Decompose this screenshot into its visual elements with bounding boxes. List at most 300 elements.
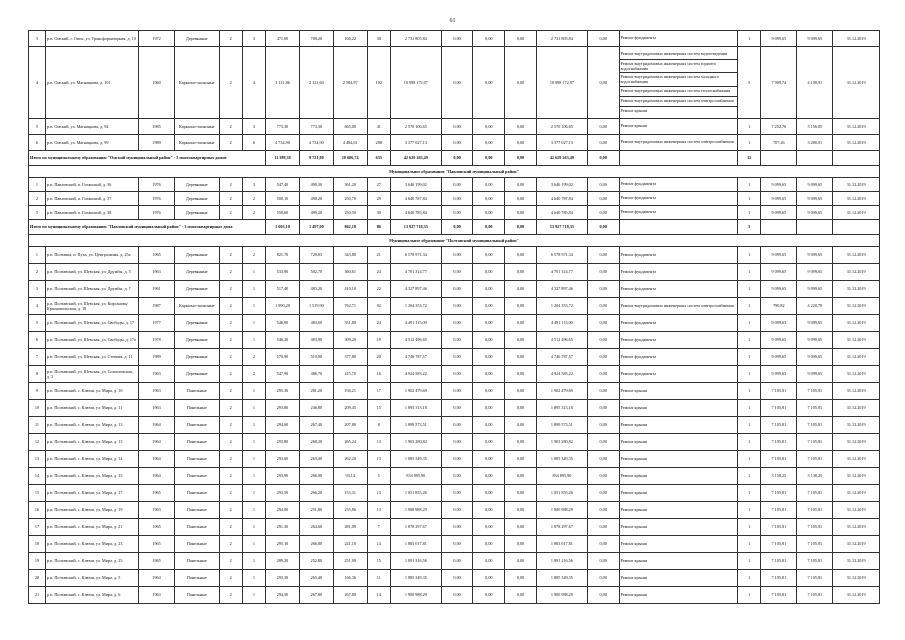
units-cell: 1 (738, 519, 761, 536)
owned-area-cell: 265,24 (333, 434, 367, 451)
year-cell: 1964 (139, 451, 175, 468)
row-number: 21 (29, 587, 46, 604)
work-types-cell (619, 349, 738, 366)
owners-funds-cell: 4 640 787,84 (536, 192, 587, 206)
residential-area-cell: 499,20 (299, 206, 333, 220)
address-cell: р.п. Полтавский, с. Ключи, ул. Мира, д. 10 (45, 383, 138, 400)
other-funds-cell: 0,00 (587, 383, 619, 400)
deadline-cell: 31.12.2019 (833, 247, 880, 264)
table-row (29, 502, 880, 519)
owned-area-cell: 343,80 (333, 247, 367, 264)
table-row (29, 332, 880, 349)
residents-cell: 15 (367, 553, 390, 570)
total-empty-cell (797, 151, 833, 166)
work-types-cell (619, 417, 738, 434)
wall-material-cell: Панельные (175, 553, 219, 570)
row-number: 19 (29, 553, 46, 570)
year-cell: 1964 (139, 417, 175, 434)
deadline-cell: 31.12.2019 (833, 31, 880, 47)
unit-cost-cell: 9 099,65 (761, 247, 797, 264)
residents-cell: 16 (367, 366, 390, 383)
owners-funds-cell: 1 885 349,35 (536, 570, 587, 587)
local-budget-cell: 0,00 (505, 468, 537, 485)
residents-cell: 22 (367, 281, 390, 298)
floors-cell: 2 (219, 264, 242, 281)
residential-area-cell: 490,30 (299, 178, 333, 192)
unit-cost-cell: 9 099,65 (761, 349, 797, 366)
local-budget-cell: 0,00 (505, 315, 537, 332)
table-row (29, 536, 880, 553)
local-budget-cell: 0,00 (505, 553, 537, 570)
deadline-cell: 31.12.2019 (833, 587, 880, 604)
units-cell: 1 (738, 119, 761, 135)
fund-cell: 0,00 (441, 519, 473, 536)
deadline-cell: 31.12.2019 (833, 332, 880, 349)
deadline-cell: 31.12.2019 (833, 315, 880, 332)
residents-cell: 27 (367, 178, 390, 192)
work-type-item: Ремонт фундамента (620, 285, 656, 291)
units-cell: 1 (738, 192, 761, 206)
total-cost-cell: 1 895 313,18 (390, 400, 441, 417)
table-row (29, 47, 880, 119)
residents-cell: 30 (367, 31, 390, 47)
unit-cost-cell: 3 138,25 (761, 468, 797, 485)
owned-area-cell: 262,20 (333, 451, 367, 468)
entrances-cell: 1 (242, 485, 265, 502)
max-cost-cell: 4 220,79 (797, 298, 833, 315)
units-cell: 1 (738, 366, 761, 383)
max-cost-cell: 7 105,81 (797, 553, 833, 570)
year-cell: 1965 (139, 553, 175, 570)
local-budget-cell: 0,00 (505, 178, 537, 192)
total-units-cell: 3 (738, 220, 761, 235)
work-type-item: Ремонт крыши (620, 387, 647, 393)
owners-funds-cell: 6 578 971,34 (536, 247, 587, 264)
deadline-cell: 31.12.2019 (833, 400, 880, 417)
total-empty-cell (797, 220, 833, 235)
total-a3-cell: 862,18 (333, 220, 367, 235)
owners-funds-cell: 1 885 349,35 (536, 451, 587, 468)
address-cell: р.п. Полтавский, с. Ключи, ул. Мира, д. 19 (45, 502, 138, 519)
local-budget-cell: 0,00 (505, 332, 537, 349)
row-number: 1 (29, 247, 46, 264)
entrances-cell: 1 (242, 434, 265, 451)
table-row (29, 417, 880, 434)
address-cell: р.п. Полтавский, ул. Шевская, ул. Свободы, д. 17а (45, 332, 138, 349)
regional-budget-cell: 0,00 (473, 383, 505, 400)
other-funds-cell: 0,00 (587, 519, 619, 536)
work-type-item: Ремонт крыши (620, 421, 647, 427)
owned-area-cell: 93,14 (333, 468, 367, 485)
total-area-cell: 294,00 (266, 502, 300, 519)
local-budget-cell: 0,00 (505, 536, 537, 553)
unit-cost-cell: 9 099,65 (761, 192, 797, 206)
table-row (29, 298, 880, 315)
entrances-cell: 1 (242, 519, 265, 536)
regional-budget-cell: 0,00 (473, 502, 505, 519)
residents-cell: 14 (367, 536, 390, 553)
entrances-cell: 2 (242, 192, 265, 206)
residential-area-cell: 700,20 (299, 31, 333, 47)
total-cost-cell: 1 885 349,35 (390, 451, 441, 468)
total-area-cell: 1 990,20 (266, 298, 300, 315)
table-row (29, 206, 880, 220)
fund-cell: 0,00 (441, 587, 473, 604)
wall-material-cell: Деревянные (175, 178, 219, 192)
total-area-cell: 546,90 (266, 315, 300, 332)
units-cell: 1 (738, 468, 761, 485)
fund-cell: 0,00 (441, 536, 473, 553)
total-cost-cell: 6 578 971,34 (390, 247, 441, 264)
fund-cell: 0,00 (441, 570, 473, 587)
owners-funds-cell: 1 903 280,82 (536, 434, 587, 451)
floors-cell: 2 (219, 47, 242, 119)
table-row (29, 135, 880, 151)
owners-funds-cell: 4 491 115,00 (536, 315, 587, 332)
other-funds-cell: 0,00 (587, 247, 619, 264)
entrances-cell: 1 (242, 281, 265, 298)
work-types-cell (619, 178, 738, 192)
entrances-cell: 1 (242, 383, 265, 400)
deadline-cell: 31.12.2019 (833, 366, 880, 383)
total-label: Итого по муниципальному образованию "Омский муниципальный район" - 5 многоквартирных домов (29, 151, 266, 166)
wall-material-cell: Каркасно-засыпные (175, 135, 219, 151)
fund-cell: 0,00 (441, 192, 473, 206)
unit-cost-cell: 9 099,65 (761, 206, 797, 220)
total-area-cell: 295,30 (266, 383, 300, 400)
address-cell: р.п. Павловский, п. Гиганский, д. 37 (45, 192, 138, 206)
year-cell: 1987 (139, 298, 175, 315)
floors-cell: 2 (219, 434, 242, 451)
local-budget-cell: 0,00 (505, 519, 537, 536)
year-cell: 1972 (139, 31, 175, 47)
address-cell: р.п. Полтавский, с. Ключи, ул. Мира, д. 23 (45, 536, 138, 553)
address-cell: р.п. Полтавский, с. Ключи, ул. Мира, д. 5 (45, 570, 138, 587)
work-type-item: Ремонт внутридомовых инженерных систем горячего водоснабжения (620, 60, 738, 74)
residential-area-cell: 266,80 (299, 536, 333, 553)
total-sum-cell: 13 927 718,35 (390, 220, 441, 235)
work-type-item: Ремонт крыши (620, 123, 647, 128)
owned-area-cell: 209,45 (333, 400, 367, 417)
total-cost-cell: 1 883 017,81 (390, 536, 441, 553)
fund-cell: 0,00 (441, 502, 473, 519)
wall-material-cell: Панельные (175, 434, 219, 451)
unit-cost-cell: 9 099,65 (761, 31, 797, 47)
work-type-item: Ремонт крыши (620, 472, 647, 478)
address-cell: р.п. Полтавский, с. Ключи, ул. Мира, д. 17 (45, 485, 138, 502)
total-area-cell: 471,00 (266, 31, 300, 47)
deadline-cell: 31.12.2019 (833, 298, 880, 315)
deadline-cell: 31.12.2019 (833, 119, 880, 135)
wall-material-cell: Панельные (175, 536, 219, 553)
local-budget-cell: 0,00 (505, 135, 537, 151)
fund-cell: 0,00 (441, 119, 473, 135)
year-cell: 1963 (139, 587, 175, 604)
owned-area-cell: 410,10 (333, 281, 367, 298)
wall-material-cell: Деревянные (175, 315, 219, 332)
entrances-cell: 1 (242, 468, 265, 485)
deadline-cell: 31.12.2019 (833, 47, 880, 119)
units-cell: 1 (738, 451, 761, 468)
owners-funds-cell: 1 895 313,18 (536, 400, 587, 417)
other-funds-cell: 0,00 (587, 298, 619, 315)
other-funds-cell: 0,00 (587, 264, 619, 281)
wall-material-cell: Каркасно-засыпные (175, 119, 219, 135)
fund-cell: 0,00 (441, 31, 473, 47)
unit-cost-cell: 790,82 (761, 298, 797, 315)
total-empty-cell (761, 220, 797, 235)
work-type-item: Ремонт крыши (620, 523, 647, 529)
year-cell: 1963 (139, 366, 175, 383)
row-number: 9 (29, 383, 46, 400)
work-type-item: Ремонт фундамента (620, 251, 656, 257)
total-area-cell: 293,80 (266, 434, 300, 451)
units-cell: 1 (738, 417, 761, 434)
address-cell: р.п. Полтавский, ул. Шевская, ул. Кирсанова/Краснопольская, д. 18 (45, 298, 138, 315)
residents-cell: 41 (367, 119, 390, 135)
table-row (29, 400, 880, 417)
work-types-cell (619, 31, 738, 47)
units-cell: 1 (738, 332, 761, 349)
table-row (29, 281, 880, 298)
row-number: 4 (29, 298, 46, 315)
owners-funds-cell: 2 570 106,65 (536, 119, 587, 135)
total-cost-cell: 3 646 199,02 (390, 178, 441, 192)
residents-cell: 13 (367, 434, 390, 451)
residential-area-cell: 4 734,90 (299, 135, 333, 151)
section-header-row (29, 166, 880, 178)
owned-area-cell: 207,80 (333, 417, 367, 434)
table-row (29, 192, 880, 206)
max-cost-cell: 7 105,81 (797, 434, 833, 451)
work-types-cell (619, 135, 738, 151)
deadline-cell: 31.12.2019 (833, 178, 880, 192)
deadline-cell: 31.12.2019 (833, 553, 880, 570)
owned-area-cell: 250,50 (333, 206, 367, 220)
owners-funds-cell: 3 646 199,02 (536, 178, 587, 192)
owned-area-cell: 250,70 (333, 192, 367, 206)
table-row (29, 178, 880, 192)
address-cell: р.п. Полтавский, ул. Шевская, ул. Дружбы, д. 5 (45, 264, 138, 281)
work-type-item: Ремонт крыши (620, 557, 647, 563)
residents-cell: 5 (367, 468, 390, 485)
residents-cell: 19 (367, 332, 390, 349)
year-cell: 1963 (139, 264, 175, 281)
residential-area-cell: 246,80 (299, 400, 333, 417)
unit-cost-cell: 7 105,81 (761, 400, 797, 417)
work-type-item: Ремонт внутридомовых инженерных систем теплоснабжения (620, 87, 738, 97)
deadline-cell: 31.12.2019 (833, 451, 880, 468)
residential-area-cell: 252,80 (299, 553, 333, 570)
work-types-cell (619, 434, 738, 451)
regional-budget-cell: 0,00 (473, 400, 505, 417)
entrances-cell: 1 (242, 451, 265, 468)
floors-cell: 2 (219, 31, 242, 47)
table-row (29, 383, 880, 400)
total-area-cell: 3 121,86 (266, 47, 300, 119)
address-cell: р.п. Полтавский, ул. Шевская, ул. Степная, д. 11 (45, 349, 138, 366)
deadline-cell: 31.12.2019 (833, 502, 880, 519)
units-cell: 5 (738, 47, 761, 119)
other-funds-cell: 0,00 (587, 206, 619, 220)
residential-area-cell: 486,70 (299, 366, 333, 383)
local-budget-cell: 0,00 (505, 31, 537, 47)
year-cell: 1964 (139, 434, 175, 451)
wall-material-cell: Деревянные (175, 264, 219, 281)
work-type-item: Ремонт фундамента (620, 268, 656, 274)
owners-funds-cell: 1 878 297,67 (536, 519, 587, 536)
entrances-cell: 2 (242, 366, 265, 383)
other-funds-cell: 0,00 (587, 366, 619, 383)
year-cell: 1976 (139, 206, 175, 220)
total-area-cell: 546,20 (266, 332, 300, 349)
total-f3-cell: 0,00 (505, 220, 537, 235)
table-row (29, 587, 880, 604)
unit-cost-cell: 7 105,81 (761, 587, 797, 604)
owners-funds-cell: 4 512 496,65 (536, 332, 587, 349)
owners-funds-cell: 3 377 027,13 (536, 135, 587, 151)
entrances-cell: 2 (242, 247, 265, 264)
units-cell: 1 (738, 264, 761, 281)
regional-budget-cell: 0,00 (473, 47, 505, 119)
total-empty-cell (761, 151, 797, 166)
other-funds-cell: 0,00 (587, 536, 619, 553)
unit-cost-cell: 7 252,76 (761, 119, 797, 135)
address-cell: р.п. Омский, ул. Магнацкова, д. 101 (45, 47, 138, 119)
units-cell: 1 (738, 485, 761, 502)
unit-cost-cell: 9 099,65 (761, 366, 797, 383)
total-area-cell: 533,90 (266, 264, 300, 281)
owners-funds-cell: 834 895,90 (536, 468, 587, 485)
total-area-cell: 293,30 (266, 570, 300, 587)
owners-funds-cell: 4 924 583,22 (536, 366, 587, 383)
residential-area-cell: 483,50 (299, 315, 333, 332)
unit-cost-cell: 9 099,65 (761, 281, 797, 298)
total-cost-cell: 1 900 988,29 (390, 587, 441, 604)
entrances-cell: 1 (242, 332, 265, 349)
owned-area-cell: 415,70 (333, 366, 367, 383)
row-number: 14 (29, 468, 46, 485)
units-cell: 1 (738, 31, 761, 47)
local-budget-cell: 0,00 (505, 247, 537, 264)
deadline-cell: 31.12.2019 (833, 206, 880, 220)
row-number: 13 (29, 451, 46, 468)
table-row (29, 247, 880, 264)
work-types-cell (619, 366, 738, 383)
floors-cell: 2 (219, 206, 242, 220)
local-budget-cell: 0,00 (505, 281, 537, 298)
year-cell: 1976 (139, 192, 175, 206)
deadline-cell: 31.12.2019 (833, 383, 880, 400)
floors-cell: 2 (219, 587, 242, 604)
total-f1-cell: 0,00 (441, 151, 473, 166)
total-empty-cell (833, 220, 880, 235)
work-type-item: Ремонт внутридомовых инженерных систем электроснабжения (620, 139, 734, 144)
row-number: 2 (29, 192, 46, 206)
floors-cell: 2 (219, 468, 242, 485)
total-area-cell: 550,60 (266, 206, 300, 220)
table-row (29, 519, 880, 536)
owners-funds-cell: 4 640 785,84 (536, 206, 587, 220)
total-area-cell: 293,80 (266, 400, 300, 417)
entrances-cell: 3 (242, 31, 265, 47)
units-cell: 1 (738, 135, 761, 151)
wall-material-cell: Панельные (175, 468, 219, 485)
residential-area-cell: 483,20 (299, 281, 333, 298)
fund-cell: 0,00 (441, 47, 473, 119)
total-a2-cell: 9 721,80 (299, 151, 333, 166)
floors-cell: 2 (219, 135, 242, 151)
regional-budget-cell: 0,00 (473, 264, 505, 281)
max-cost-cell: 7 105,81 (797, 451, 833, 468)
deadline-cell: 31.12.2019 (833, 281, 880, 298)
wall-material-cell: Панельные (175, 570, 219, 587)
owners-funds-cell: 4 701 314,77 (536, 264, 587, 281)
work-types-cell (619, 47, 738, 119)
max-cost-cell: 9 099,65 (797, 178, 833, 192)
total-area-cell: 295,10 (266, 536, 300, 553)
floors-cell: 2 (219, 519, 242, 536)
total-works-cell (619, 220, 738, 235)
total-cost-cell: 1 891 216,56 (390, 553, 441, 570)
wall-material-cell: Панельные (175, 502, 219, 519)
year-cell: 1965 (139, 536, 175, 553)
regional-budget-cell: 0,00 (473, 206, 505, 220)
row-number: 8 (29, 366, 46, 383)
units-cell: 1 (738, 553, 761, 570)
year-cell: 1976 (139, 178, 175, 192)
total-a3-cell: 10 606,74 (333, 151, 367, 166)
floors-cell: 2 (219, 178, 242, 192)
other-funds-cell: 0,00 (587, 570, 619, 587)
floors-cell: 2 (219, 315, 242, 332)
max-cost-cell: 9 099,65 (797, 281, 833, 298)
units-cell: 1 (738, 587, 761, 604)
address-cell: р.п. Павловский, п. Гиганский, д. 36 (45, 178, 138, 192)
work-types-cell (619, 119, 738, 135)
regional-budget-cell: 0,00 (473, 536, 505, 553)
owned-area-cell: 762,71 (333, 298, 367, 315)
total-units-cell: 12 (738, 151, 761, 166)
total-area-cell: 294,30 (266, 587, 300, 604)
deadline-cell: 31.12.2019 (833, 570, 880, 587)
wall-material-cell: Панельные (175, 400, 219, 417)
table-row (29, 570, 880, 587)
fund-cell: 0,00 (441, 281, 473, 298)
regional-budget-cell: 0,00 (473, 434, 505, 451)
max-cost-cell: 7 105,81 (797, 502, 833, 519)
local-budget-cell: 0,00 (505, 451, 537, 468)
total-cost-cell: 4 746 787,57 (390, 349, 441, 366)
work-types-cell (619, 400, 738, 417)
owned-area-cell: 194,21 (333, 383, 367, 400)
regional-budget-cell: 0,00 (473, 178, 505, 192)
unit-cost-cell: 7 105,81 (761, 570, 797, 587)
total-own-cell: 42 629 263,49 (536, 151, 587, 166)
unit-cost-cell: 7 105,81 (761, 417, 797, 434)
units-cell: 1 (738, 502, 761, 519)
work-types-cell (619, 485, 738, 502)
wall-material-cell: Деревянные (175, 192, 219, 206)
residents-cell: 24 (367, 264, 390, 281)
fund-cell: 0,00 (441, 315, 473, 332)
owned-area-cell: 2 584,97 (333, 47, 367, 119)
units-cell: 1 (738, 349, 761, 366)
max-cost-cell: 9 099,65 (797, 332, 833, 349)
max-cost-cell: 7 105,81 (797, 383, 833, 400)
unit-cost-cell: 7 105,81 (761, 485, 797, 502)
wall-material-cell: Панельные (175, 417, 219, 434)
